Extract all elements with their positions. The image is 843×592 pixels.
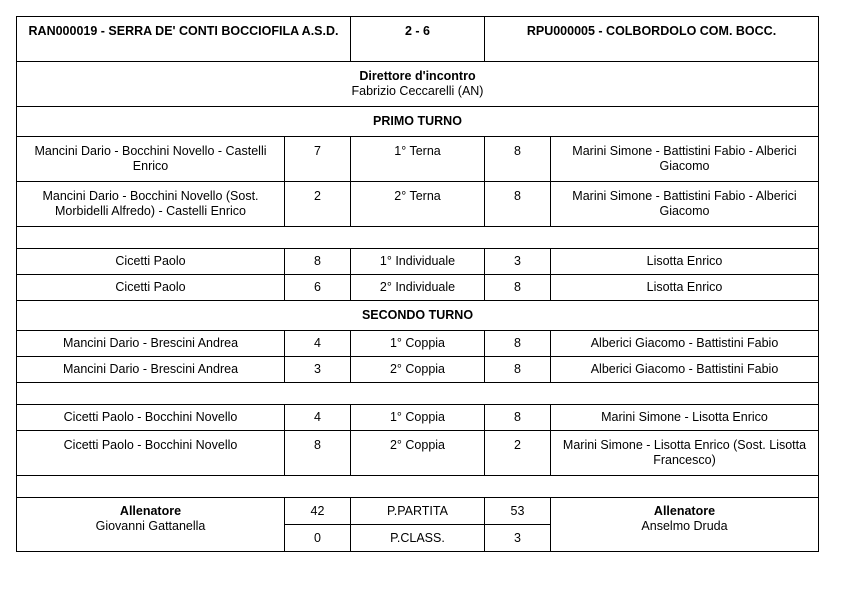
header-row: [17, 17, 819, 62]
spacer-cell: [17, 383, 819, 405]
footer-row-partita: [17, 498, 819, 525]
game-row: [17, 137, 819, 182]
home-coach-label: Allenatore: [119, 504, 182, 518]
match-report-table: [16, 16, 819, 552]
away-coach-cell: [551, 498, 819, 552]
game-row: [17, 275, 819, 301]
game-row: [17, 357, 819, 383]
game-row: [17, 182, 819, 227]
home-team: RAN000019 - SERRA DE' CONTI BOCCIOFILA A.S.D.: [17, 17, 351, 62]
away-coach-name: Anselmo Druda: [641, 519, 728, 533]
home-players: Mancini Dario - Bocchini Novello (Sost. Morbidelli Alfredo) - Castelli Enrico: [17, 182, 285, 227]
away-score: 8: [485, 275, 551, 301]
away-players: Marini Simone - Lisotta Enrico (Sost. Lisotta Francesco): [551, 431, 819, 476]
away-score: 3: [485, 249, 551, 275]
home-coach-name: Giovanni Gattanella: [95, 519, 206, 533]
away-players: Marini Simone - Lisotta Enrico: [551, 405, 819, 431]
away-players: Alberici Giacomo - Battistini Fabio: [551, 331, 819, 357]
home-players: Mancini Dario - Bocchini Novello - Castelli Enrico: [17, 137, 285, 182]
away-score: 2: [485, 431, 551, 476]
match-score: 2 - 6: [351, 17, 485, 62]
home-class-points: 0: [285, 525, 351, 552]
away-score: 8: [485, 331, 551, 357]
game-row: [17, 405, 819, 431]
spacer-row: [17, 476, 819, 498]
director-name: Fabrizio Ceccarelli (AN): [351, 84, 484, 98]
home-score: 8: [285, 431, 351, 476]
home-players: Cicetti Paolo: [17, 275, 285, 301]
game-row: [17, 249, 819, 275]
director-label: Direttore d'incontro: [359, 69, 476, 83]
game-type: 1° Coppia: [351, 405, 485, 431]
away-score: 8: [485, 137, 551, 182]
game-type: 2° Individuale: [351, 275, 485, 301]
away-players: Lisotta Enrico: [551, 275, 819, 301]
away-score: 8: [485, 357, 551, 383]
home-score: 3: [285, 357, 351, 383]
partita-label: P.PARTITA: [351, 498, 485, 525]
director-cell: [17, 62, 819, 107]
spacer-row: [17, 383, 819, 405]
spacer-cell: [17, 476, 819, 498]
home-players: Mancini Dario - Brescini Andrea: [17, 331, 285, 357]
away-score: 8: [485, 405, 551, 431]
class-label: P.CLASS.: [351, 525, 485, 552]
game-type: 2° Coppia: [351, 357, 485, 383]
section-title-secondo-turno: SECONDO TURNO: [17, 301, 819, 331]
away-class-points: 3: [485, 525, 551, 552]
home-score: 6: [285, 275, 351, 301]
game-type: 2° Coppia: [351, 431, 485, 476]
section-primo-turno: [17, 107, 819, 137]
home-players: Cicetti Paolo - Bocchini Novello: [17, 431, 285, 476]
game-type: 1° Individuale: [351, 249, 485, 275]
home-score: 2: [285, 182, 351, 227]
away-players: Lisotta Enrico: [551, 249, 819, 275]
game-row: [17, 431, 819, 476]
game-type: 1° Terna: [351, 137, 485, 182]
home-players: Mancini Dario - Brescini Andrea: [17, 357, 285, 383]
away-score: 8: [485, 182, 551, 227]
home-score: 7: [285, 137, 351, 182]
away-players: Marini Simone - Battistini Fabio - Alberici Giacomo: [551, 137, 819, 182]
home-score: 4: [285, 405, 351, 431]
director-row: [17, 62, 819, 107]
away-partita-points: 53: [485, 498, 551, 525]
away-team: RPU000005 - COLBORDOLO COM. BOCC.: [485, 17, 819, 62]
home-coach-cell: [17, 498, 285, 552]
home-players: Cicetti Paolo: [17, 249, 285, 275]
away-players: Alberici Giacomo - Battistini Fabio: [551, 357, 819, 383]
home-score: 8: [285, 249, 351, 275]
game-row: [17, 331, 819, 357]
spacer-row: [17, 227, 819, 249]
game-type: 2° Terna: [351, 182, 485, 227]
section-title-primo-turno: PRIMO TURNO: [17, 107, 819, 137]
spacer-cell: [17, 227, 819, 249]
away-coach-label: Allenatore: [653, 504, 716, 518]
home-partita-points: 42: [285, 498, 351, 525]
game-type: 1° Coppia: [351, 331, 485, 357]
home-score: 4: [285, 331, 351, 357]
away-players: Marini Simone - Battistini Fabio - Alberici Giacomo: [551, 182, 819, 227]
section-secondo-turno: [17, 301, 819, 331]
home-players: Cicetti Paolo - Bocchini Novello: [17, 405, 285, 431]
